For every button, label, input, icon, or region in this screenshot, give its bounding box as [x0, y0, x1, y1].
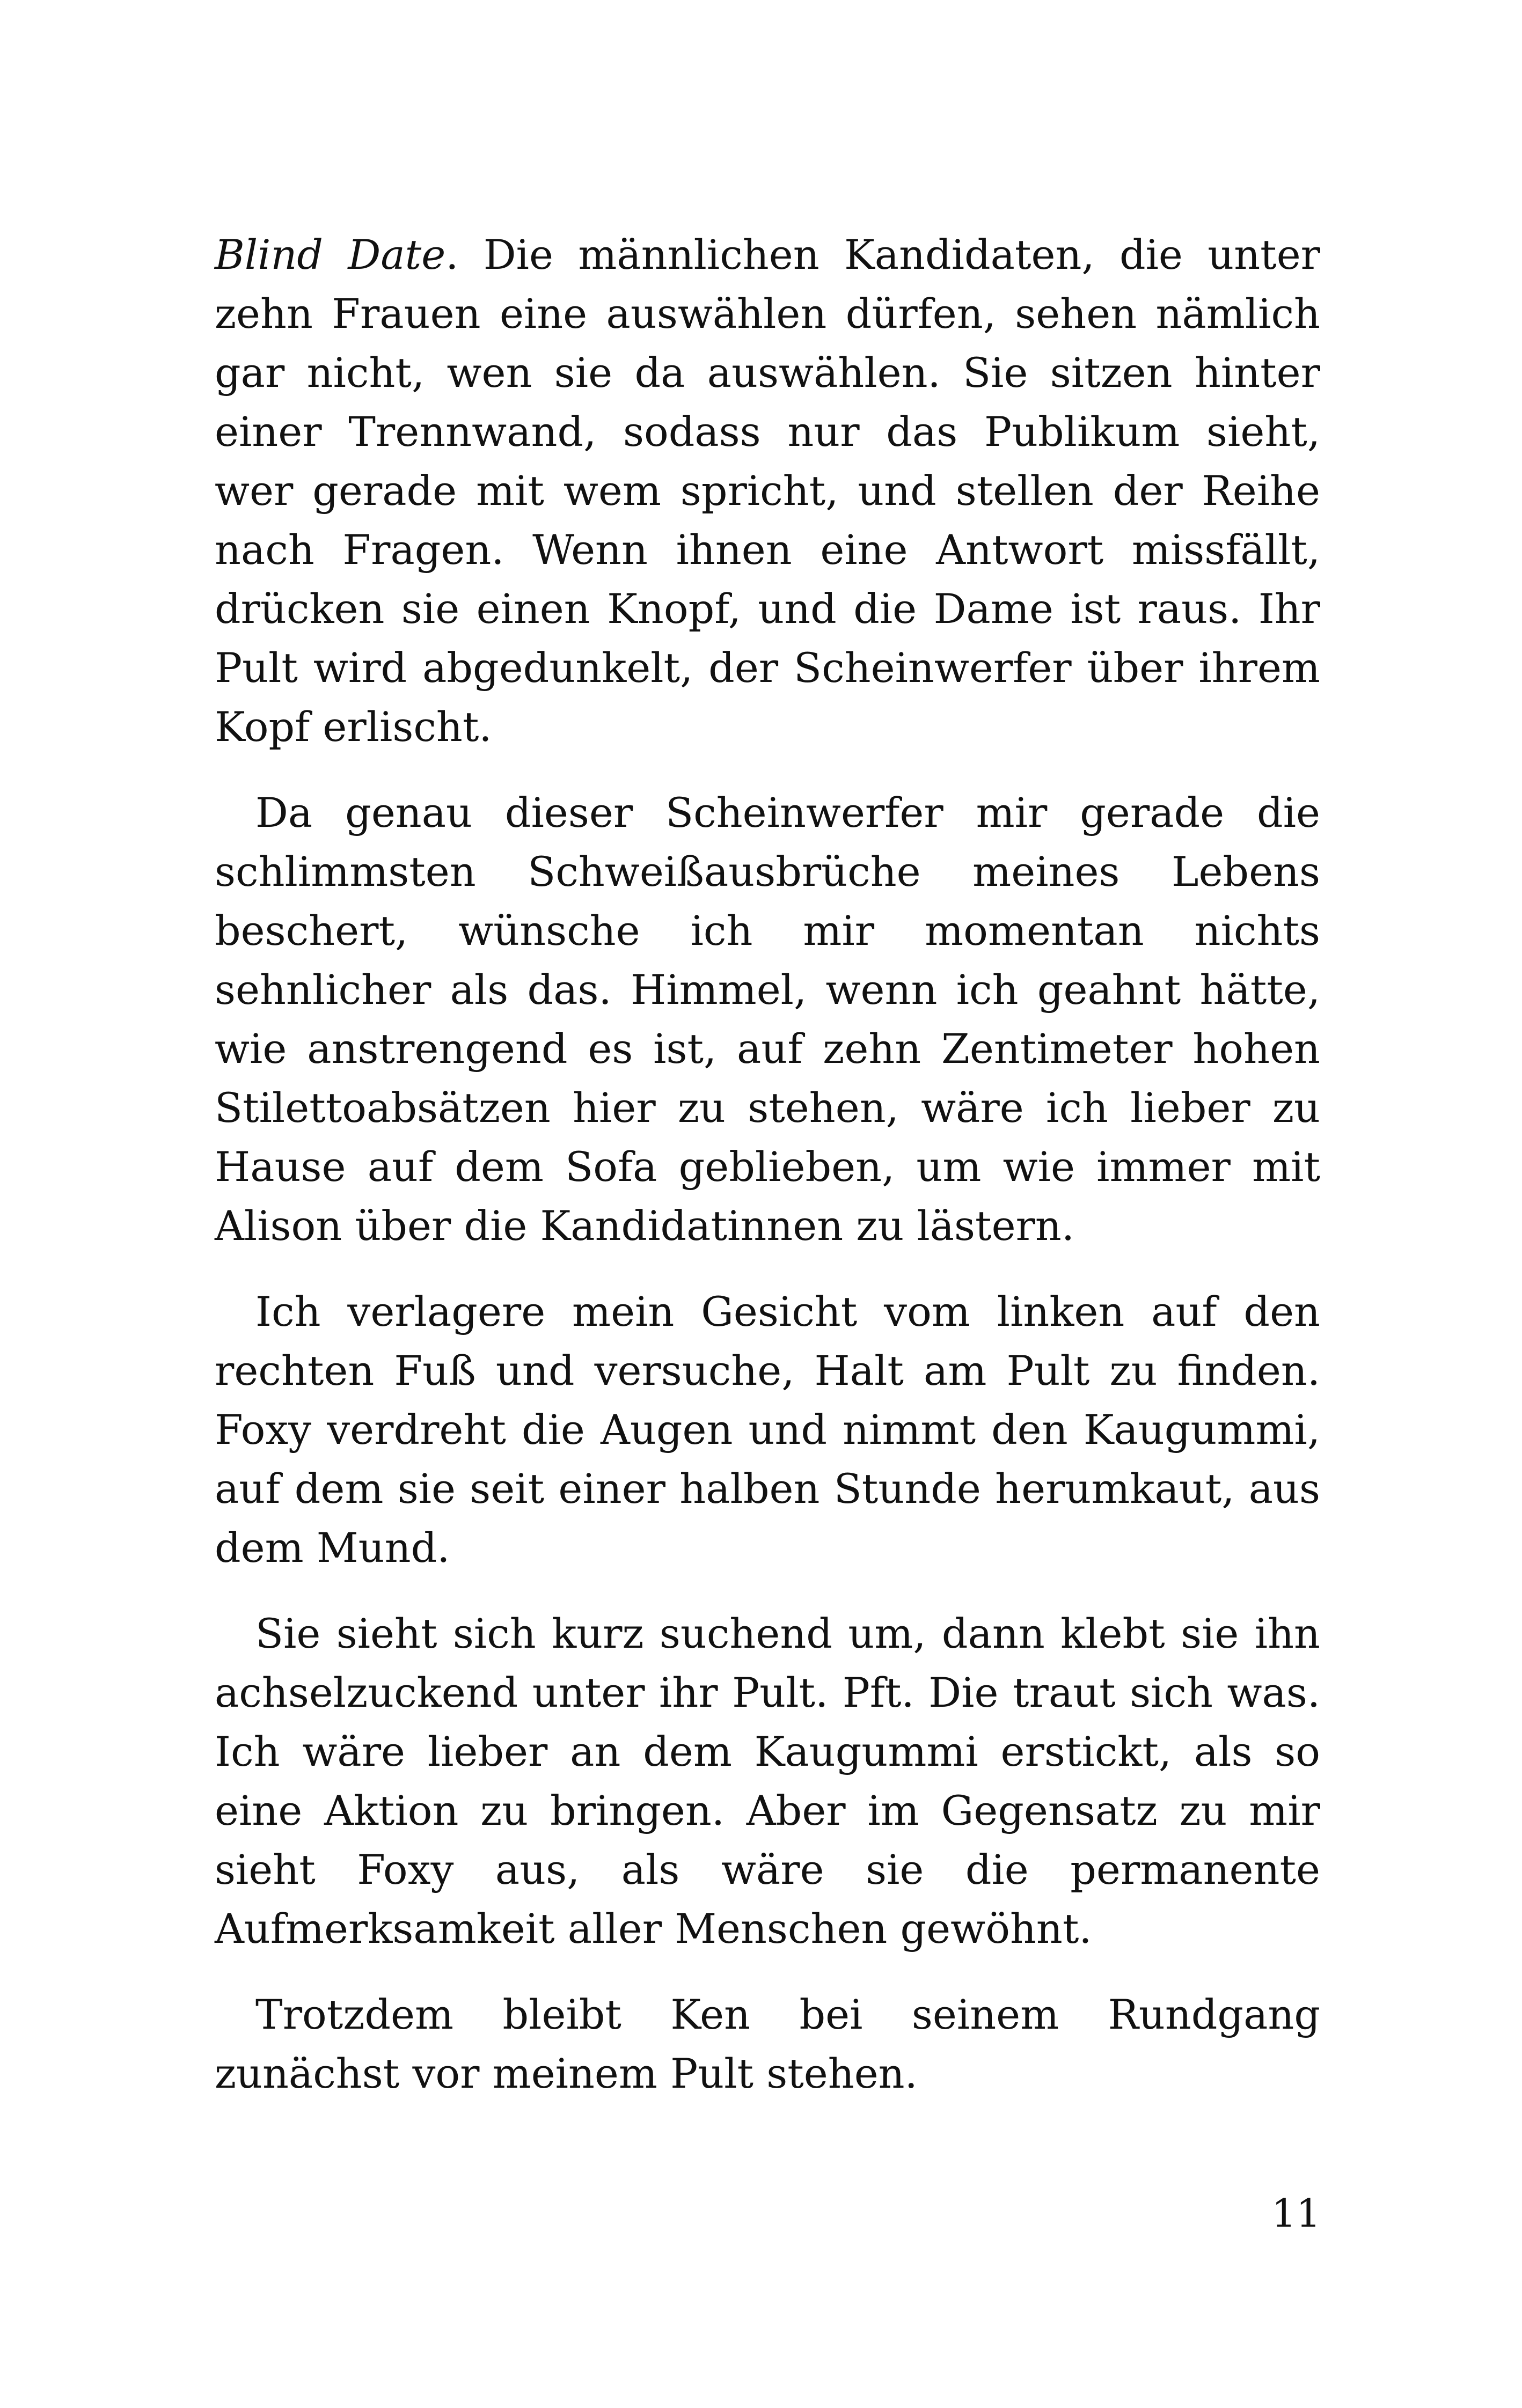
italic-title: Blind Date [215, 231, 446, 278]
paragraph-5: Trotzdem bleibt Ken bei seinem Rundgang zunächst vor meinem Pult stehen. [215, 1991, 1320, 2097]
body-text [215, 225, 1320, 2130]
page-number: 11 [1271, 2191, 1321, 2236]
paragraph-1-text: . Die männlichen Kandidaten, die unter zehn Frauen eine auswählen dürfen, sehen nämlich gar nicht, wen sie da auswählen. Sie sitzen hinter einer Trennwand, sodass nur das Publikum sieht, wer gerade mit wem spricht, und stellen der Reihe nach Fragen. Wenn ihnen eine Antwort missfällt, drücken sie einen Knopf, und die Dame ist raus. Ihr Pult wird abgedunkelt, der Scheinwerfer über ihrem Kopf erlischt. [215, 231, 1320, 751]
paragraph-4: Sie sieht sich kurz suchend um, dann klebt sie ihn achselzuckend unter ihr Pult. Pft. Die traut sich was. Ich wäre lieber an dem Kaugummi erstickt, als so eine Aktion zu bringen. Aber im Gegensatz zu mir sieht Foxy aus, als wäre sie die permanente Aufmerksamkeit aller Menschen gewöhnt. [215, 1610, 1320, 1952]
paragraph-1 [215, 225, 1320, 757]
paragraph-2: Da genau dieser Scheinwerfer mir gerade die schlimmsten Schweißausbrüche meines Lebens beschert, wünsche ich mir momentan nichts sehnlicher als das. Himmel, wenn ich geahnt hätte, wie anstrengend es ist, auf zehn Zentimeter hohen Stilettoabsätzen hier zu stehen, wäre ich lieber zu Hause auf dem Sofa geblieben, um wie immer mit Alison über die Kandidatinnen zu lästern. [215, 789, 1320, 1250]
paragraph-3: Ich verlagere mein Gesicht vom linken auf den rechten Fuß und versuche, Halt am Pult zu finden. Foxy verdreht die Augen und nimmt den Kaugummi, auf dem sie seit einer halben Stunde herumkaut, aus dem Mund. [215, 1288, 1320, 1572]
